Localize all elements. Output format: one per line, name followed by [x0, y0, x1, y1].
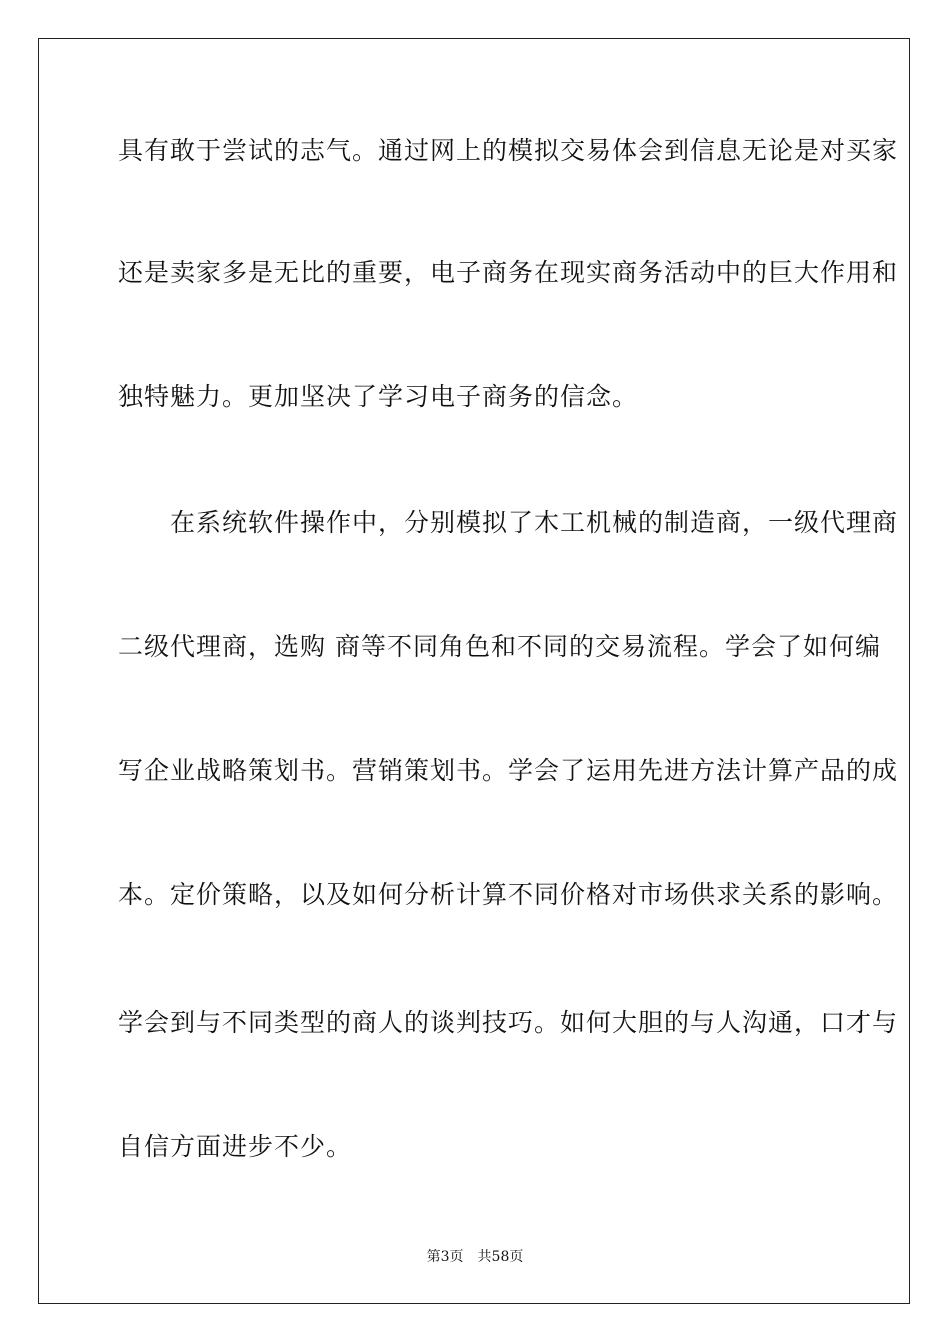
body-line-2: 还是卖家多是无比的重要，电子商务在现实商务活动中的巨大作用和 [118, 258, 899, 287]
body-line-4: 在系统软件操作中，分别模拟了木工机械的制造商，一级代理商 [118, 508, 899, 537]
body-line-9: 自信方面进步不少。 [118, 1132, 353, 1161]
body-line-7: 本。定价策略，以及如何分析计算不同价格对市场供求关系的影响。 [118, 880, 899, 909]
body-line-1: 具有敢于尝试的志气。通过网上的模拟交易体会到信息无论是对买家 [118, 136, 899, 165]
body-line-6: 写企业战略策划书。营销策划书。学会了运用先进方法计算产品的成 [118, 756, 899, 785]
page-footer [0, 1248, 950, 1266]
body-line-5: 二级代理商，选购 商等不同角色和不同的交易流程。学会了如何编 [118, 632, 881, 661]
body-line-8: 学会到与不同类型的商人的谈判技巧。如何大胆的与人沟通，口才与 [118, 1008, 899, 1037]
page-number: 第3页 [426, 1249, 464, 1265]
total-pages: 共58页 [477, 1249, 524, 1265]
body-line-3: 独特魅力。更加坚决了学习电子商务的信念。 [118, 382, 639, 411]
page-frame [38, 38, 910, 1304]
